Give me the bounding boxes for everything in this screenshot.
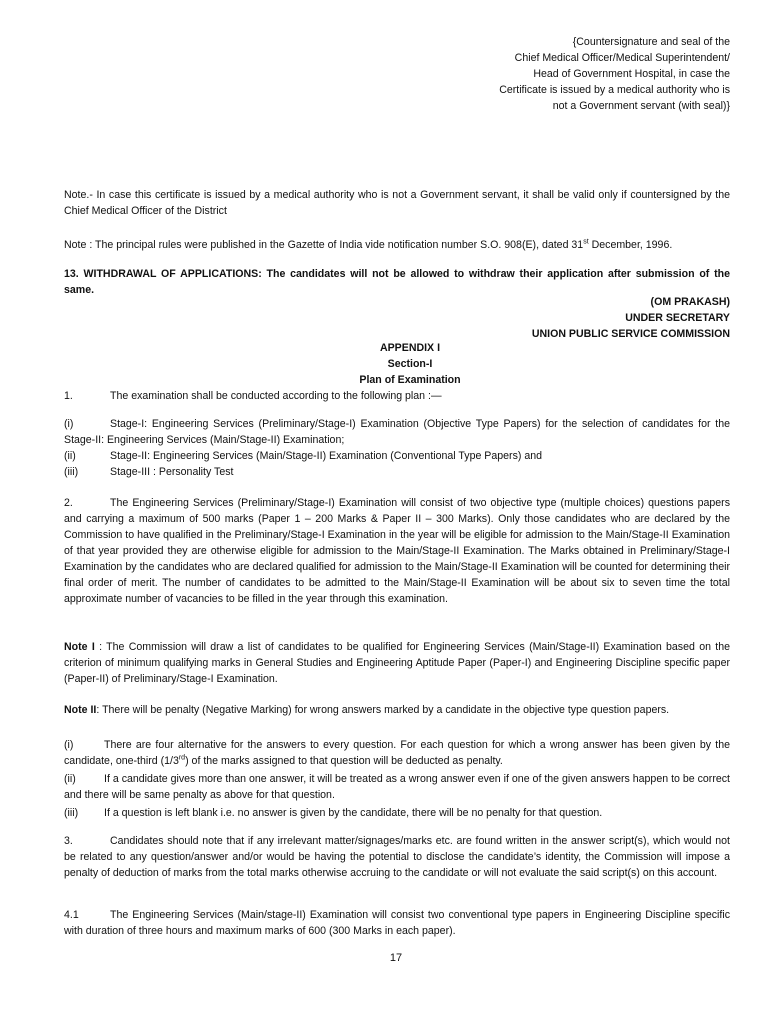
paragraph-4-1 xyxy=(64,907,730,939)
penalty-number: (ii) xyxy=(64,773,76,785)
paragraph-text: The Engineering Services (Preliminary/Stage-I) Examination will consist of two objective type (multiple choices) questions papers and carrying a maximum of 500 marks (Paper 1 – 200 Marks & Paper II – 300 Marks). Only those candidates who are declared by the Commission to have qualified in the Preliminary/Stage-I Examination in the year will be eligible for admission to the Main/Stage-II Examination of that year provided they are otherwise eligible for admission to the Main/Stage-II Examination. The Marks obtained in Preliminary/Stage-I Examination by the candidates who are declared qualified for admission to the Main/Stage-II Examination will be counted for determining their final order of merit. The number of candidates to be admitted to the Main/Stage-II Examination will be about six to seven time the total approximate number of vacancies to be filled in the year through this examination. xyxy=(64,497,730,605)
signatory-designation: UNDER SECRETARY xyxy=(625,312,730,324)
penalty-item: (iii) If a question is left blank i.e. no answer is given by the candidate, there will be no penalty for that question. xyxy=(64,807,603,819)
countersign-line: not a Government servant (with seal)} xyxy=(552,100,730,112)
signature-block xyxy=(430,294,730,342)
countersign-line: Certificate is issued by a medical authority who is xyxy=(499,84,730,96)
paragraph-number: 2. xyxy=(64,497,73,509)
stage-item xyxy=(64,448,730,464)
signatory-organisation: UNION PUBLIC SERVICE COMMISSION xyxy=(531,328,730,340)
section-title: Section-I xyxy=(387,358,433,370)
stage-number: (ii) xyxy=(64,450,76,462)
signatory-name: (OM PRAKASH) xyxy=(650,296,730,308)
stage-text: Stage-III : Personality Test xyxy=(110,466,234,478)
paragraph-text: The Engineering Services (Main/stage-II) Examination will consist two conventional type papers in Engineering Discipline specific with duration of three hours and maximum marks of 600 (300 Marks in each paper). xyxy=(64,909,730,937)
paragraph-text: The examination shall be conducted according to the following plan :— xyxy=(110,390,442,402)
withdrawal-clause: 13. WITHDRAWAL OF APPLICATIONS: The candidates will not be allowed to withdraw their application after submission of the same. xyxy=(64,268,730,296)
appendix-title: APPENDIX I xyxy=(379,342,441,354)
note-ii xyxy=(64,702,730,718)
paragraph-2 xyxy=(64,495,730,607)
note-text: : There will be penalty (Negative Marking) for wrong answers marked by a candidate in the objective type question papers. xyxy=(96,704,670,716)
page-number: 17 xyxy=(389,952,403,964)
note-medical-authority: Note.- In case this certificate is issued by a medical authority who is not a Government servant, it shall be valid only if countersigned by the Chief Medical Officer of the District xyxy=(64,189,730,217)
note-i xyxy=(64,639,730,687)
note-label: Note II xyxy=(64,704,97,716)
stage-item xyxy=(64,464,730,480)
note-text: : The Commission will draw a list of candidates to be qualified for Engineering Services (Main/Stage-II) Examination based on the criterion of minimum qualifying marks in General Studies and Engineering Aptitude Paper (Paper-I) and Engineering Discipline specific paper (Paper-II) of Preliminary/Stage-I Examination. xyxy=(64,641,730,685)
penalty-number: (i) xyxy=(64,739,74,751)
countersignature-block xyxy=(430,34,730,114)
paragraph-3 xyxy=(64,833,730,881)
paragraph-number: 3. xyxy=(64,835,73,847)
stage-item xyxy=(64,416,730,448)
paragraph-1 xyxy=(64,388,730,404)
penalty-item: (i) There are four alternative for the answers to every question. For each question for which a wrong answer has been given by the candidate, one-third (1/3rd) of the marks assigned to that question will be deducted as penalty. xyxy=(64,739,730,767)
stage-text: Stage-I: Engineering Services (Preliminary/Stage-I) Examination (Objective Type Papers) for the selection of candidates for the Stage-II: Engineering Services (Main/Stage-II) Examination; xyxy=(64,418,730,446)
countersign-line: {Countersignature and seal of the xyxy=(572,36,730,48)
stage-number: (iii) xyxy=(64,466,79,478)
paragraph-number: 1. xyxy=(64,390,73,402)
penalty-item: (ii) If a candidate gives more than one answer, it will be treated as a wrong answer even if one of the given answers happen to be correct and there will be same penalty as above for that question. xyxy=(64,773,730,801)
note-gazette: Note : The principal rules were published in the Gazette of India vide notification number S.O. 908(E), dated 31st December, 1996. xyxy=(64,238,673,251)
note-label: Note I xyxy=(64,641,95,653)
countersign-line: Head of Government Hospital, in case the xyxy=(533,68,730,80)
stage-number: (i) xyxy=(64,418,74,430)
paragraph-text: Candidates should note that if any irrelevant matter/signages/marks etc. are found written in the answer script(s), which would not be related to any question/answer and/or would be having the potential to disclose the candidate’s identity, the Commission will impose a penalty of deduction of marks from the total marks otherwise accruing to the candidate or will not evaluate the said script(s) on this account. xyxy=(64,835,730,879)
plan-title: Plan of Examination xyxy=(359,374,461,386)
stage-text: Stage-II: Engineering Services (Main/Stage-II) Examination (Conventional Type Papers) and xyxy=(110,450,543,462)
paragraph-number: 4.1 xyxy=(64,909,79,921)
penalty-number: (iii) xyxy=(64,807,79,819)
appendix-heading xyxy=(260,340,560,388)
countersign-line: Chief Medical Officer/Medical Superintendent/ xyxy=(514,52,730,64)
